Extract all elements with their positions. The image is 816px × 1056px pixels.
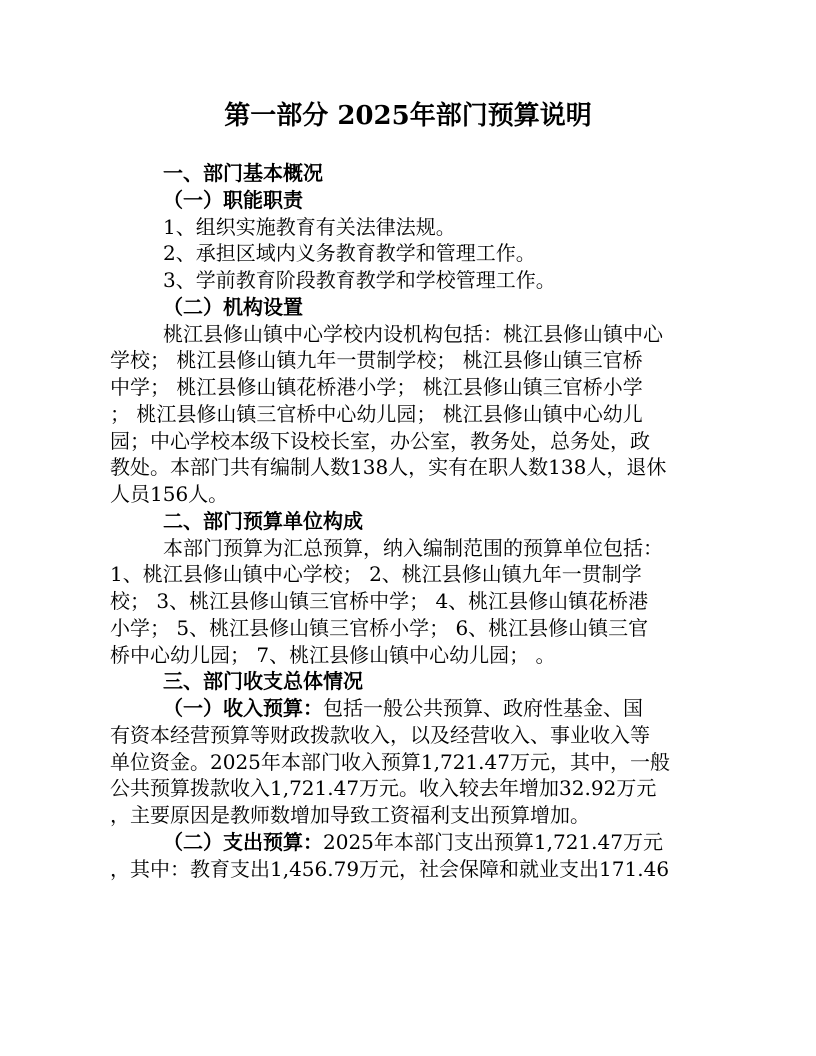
text-line (110, 588, 714, 615)
body-text: 学校； 桃江县修山镇九年一贯制学校； 桃江县修山镇三官桥 (110, 348, 643, 373)
text-line (110, 642, 714, 669)
body-text: ，主要原因是教师数增加导致工资福利支出预算增加。 (110, 803, 590, 827)
text-line (110, 374, 714, 401)
text-line (110, 802, 714, 829)
text-line (110, 535, 714, 562)
body-text: 教处。本部门共有编制人数138人，实有在职人数138人，退休 (110, 455, 667, 480)
text-line (110, 695, 714, 722)
text-line (110, 267, 714, 294)
body-text: ； 桃江县修山镇三官桥中心幼儿园； 桃江县修山镇中心幼儿 (110, 401, 643, 426)
bold-heading-text: （一）收入预算： (163, 696, 323, 720)
text-line (110, 481, 714, 508)
text-line (110, 428, 714, 455)
body-text: 桥中心幼儿园； 7、桃江县修山镇中心幼儿园； 。 (110, 642, 556, 667)
text-line (110, 856, 714, 883)
body-text: ，其中：教育支出1,456.79万元，社会保障和就业支出171.46 (110, 856, 670, 881)
text-line (110, 722, 714, 749)
body-text: 包括一般公共预算、政府性基金、国 (323, 696, 643, 720)
bold-heading-text: 二、部门预算单位构成 (163, 508, 363, 533)
bold-heading-text: （二）支出预算： (163, 829, 323, 854)
section-heading (110, 668, 714, 695)
body-text: 校； 3、桃江县修山镇三官桥中学； 4、桃江县修山镇花桥港 (110, 589, 649, 613)
section-heading (110, 187, 714, 214)
body-text: 中学； 桃江县修山镇花桥港小学； 桃江县修山镇三官桥小学 (110, 375, 643, 399)
body-text: 公共预算拨款收入1,721.47万元。收入较去年增加32.92万元 (110, 776, 657, 801)
document-body (110, 160, 714, 882)
section-heading (110, 508, 714, 535)
body-text: 2、承担区域内义务教育教学和管理工作。 (163, 241, 536, 266)
bold-heading-text: 三、部门收支总体情况 (163, 669, 363, 694)
text-line (110, 347, 714, 374)
body-text: 园；中心学校本级下设校长室，办公室，教务处，总务处，政 (110, 428, 650, 453)
page-title: 第一部分 2025年部门预算说明 (224, 101, 592, 131)
section-heading (110, 160, 714, 187)
text-line (110, 615, 714, 642)
bold-heading-text: （二）机构设置 (163, 294, 303, 319)
body-text: 有资本经营预算等财政拨款收入，以及经营收入、事业收入等 (110, 722, 650, 747)
body-text: 1、组织实施教育有关法律法规。 (163, 214, 456, 239)
body-text: 3、学前教育阶段教育教学和学校管理工作。 (163, 268, 556, 292)
text-line (110, 454, 714, 481)
text-line (110, 321, 714, 348)
text-line (110, 401, 714, 428)
text-line (110, 561, 714, 588)
body-text: 人员156人。 (110, 482, 229, 506)
bold-heading-text: 一、部门基本概况 (163, 161, 323, 185)
text-line (110, 240, 714, 267)
body-text: 单位资金。2025年本部门收入预算1,721.47万元，其中，一般 (110, 749, 670, 774)
bold-heading-text: （一）职能职责 (163, 187, 303, 212)
body-text: 本部门预算为汇总预算，纳入编制范围的预算单位包括： (163, 535, 663, 560)
body-text: 1、桃江县修山镇中心学校； 2、桃江县修山镇九年一贯制学 (110, 562, 642, 587)
body-text: 小学； 5、桃江县修山镇三官桥小学； 6、桃江县修山镇三官 (110, 615, 649, 640)
text-line (110, 749, 714, 776)
section-heading (110, 294, 714, 321)
body-text: 桃江县修山镇中心学校内设机构包括：桃江县修山镇中心 (163, 321, 663, 346)
text-line (110, 775, 714, 802)
body-text: 2025年本部门支出预算1,721.47万元 (323, 829, 663, 854)
text-line (110, 829, 714, 856)
text-line (110, 214, 714, 241)
